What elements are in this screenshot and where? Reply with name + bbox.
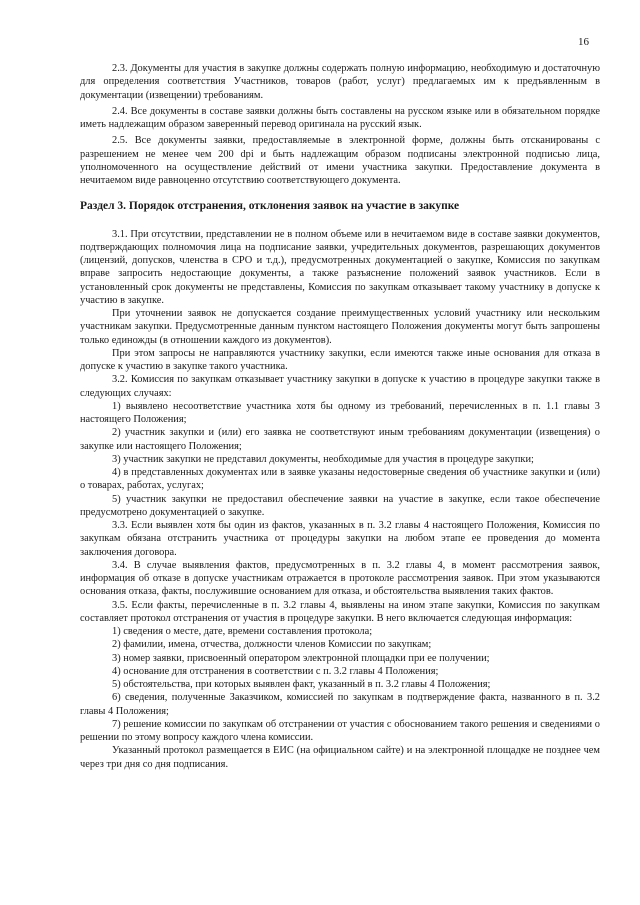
list-item-3-5-2: 2) фамилии, имена, отчества, должности членов Комиссии по закупкам;: [112, 639, 432, 651]
paragraph-3-2: 3.2. Комиссия по закупкам отказывает участнику закупки в допуске к участию в процедуре закупки также в следующих случаях:: [80, 374, 600, 399]
paragraph-3-1-clarification: При уточнении заявок не допускается создание преимущественных условий участнику или нескольким участникам закупки. Предусмотренные данным пунктом настоящего Положения документы могут быть запрошены только единожды (в отношении каждого из документов).: [80, 308, 600, 346]
paragraph-2-3: 2.3. Документы для участия в закупке должны содержать полную информацию, необходимую и достаточную для определения соответствия Участников, товаров (работ, услуг) предлагаемых им к предъявленным в документации (извещении) требованиям.: [80, 63, 600, 101]
paragraph-3-5: 3.5. Если факты, перечисленные в п. 3.2 главы 4, выявлены на ином этапе закупки, Комиссия по закупкам составляет протокол отстранения от участия в процедуре закупки. В него включается следующая информация:: [80, 599, 600, 624]
paragraph-protocol-publication: Указанный протокол размещается в ЕИС (на официальном сайте) и на электронной площадке не позднее чем через три дня со дня подписания.: [80, 745, 600, 770]
list-item-3-5-7: 7) решение комиссии по закупкам об отстранении от участия с обоснованием такого решения и сведениями о решении по этому вопросу каждого члена комиссии.: [80, 718, 600, 743]
page-number: 16: [578, 36, 589, 48]
list-item-3-2-5: 5) участник закупки не предоставил обеспечение заявки на участие в закупке, если такое обеспечение предусмотрено документацией о закупке.: [80, 493, 600, 518]
list-item-3-2-2: 2) участник закупки и (или) его заявка не соответствуют иным требованиям документации (извещения) о закупке или настоящего Положения;: [80, 427, 600, 452]
list-item-3-5-6: 6) сведения, полученные Заказчиком, комиссией по закупкам в подтверждение факта, названного в п. 3.2 главы 4 Положения;: [80, 692, 600, 717]
list-item-3-5-5: 5) обстоятельства, при которых выявлен факт, указанный в п. 3.2 главы 4 Положения;: [112, 679, 491, 690]
paragraph-3-4: 3.4. В случае выявления фактов, предусмотренных в п. 3.2 главы 4, в момент рассмотрения заявок, информация об отказе в допуске участникам отражается в протоколе рассмотрения заявок. При этом указываются основания отказа, факты, послужившие основанием для отказа, и обстоятельства выявления таких фактов.: [80, 559, 600, 598]
list-item-3-2-1: 1) выявлено несоответствие участника хотя бы одному из требований, перечисленных в п. 1.1 главы 3 настоящего Положения;: [80, 400, 600, 425]
section-3-heading: Раздел 3. Порядок отстранения, отклонения заявок на участие в закупке: [80, 200, 460, 213]
paragraph-3-1: 3.1. При отсутствии, представлении не в полном объеме или в нечитаемом виде в составе заявки документов, подтверждающих полномочия лица на подписание заявки, учредительных документов, разрешающих документов (лицензий, допусков, членства в СРО и т.д.), предусмотренных документацией о закупке, Комиссия по закупкам вправе запросить недостающие документы, а также разъяснение положений заявок участников. Если в установленный срок документы не представлены, Комиссия по закупкам отказывает такому участнику в допуске к участию в закупке.: [80, 228, 600, 306]
list-item-3-5-1: 1) сведения о месте, дате, времени составления протокола;: [112, 626, 373, 637]
paragraph-3-1-requests: При этом запросы не направляются участнику закупки, если имеются также иные основания для отказа в допуске к участию в закупке такого участника.: [80, 347, 600, 372]
list-item-3-2-4: 4) в представленных документах или в заявке указаны недостоверные сведения об участнике закупки и (или) о товарах, работах, услугах;: [80, 467, 600, 492]
paragraph-3-3: 3.3. Если выявлен хотя бы один из фактов, указанных в п. 3.2 главы 4 настоящего Положения, Комиссия по закупкам обязана отстранить участника от процедуры закупки на любом этапе ее проведения до момента заключения договора.: [80, 520, 600, 558]
list-item-3-5-3: 3) номер заявки, присвоенный оператором электронной площадки при ее получении;: [112, 652, 490, 664]
section-2-continued: [80, 62, 600, 187]
list-item-3-5-4: 4) основание для отстранения в соответствии с п. 3.2 главы 4 Положения;: [112, 665, 439, 677]
paragraph-2-4: 2.4. Все документы в составе заявки должны быть составлены на русском языке или в обязательном порядке иметь надлежащим образом заверенный перевод оригинала на русский язык.: [80, 105, 600, 130]
paragraph-2-5: 2.5. Все документы заявки, предоставляемые в электронной форме, должны быть отсканированы с разрешением не менее чем 200 dpi и быть надлежащим образом подписаны электронной подписью лица, уполномоченного на осуществление действий от имени участника закупки. Предоставление документа в нечитаемом виде равноценно отсутствию соответствующего документа.: [80, 135, 600, 186]
section-3-body: [80, 228, 600, 771]
list-item-3-2-3: 3) участник закупки не представил документы, необходимые для участия в процедуре закупки;: [112, 453, 534, 465]
